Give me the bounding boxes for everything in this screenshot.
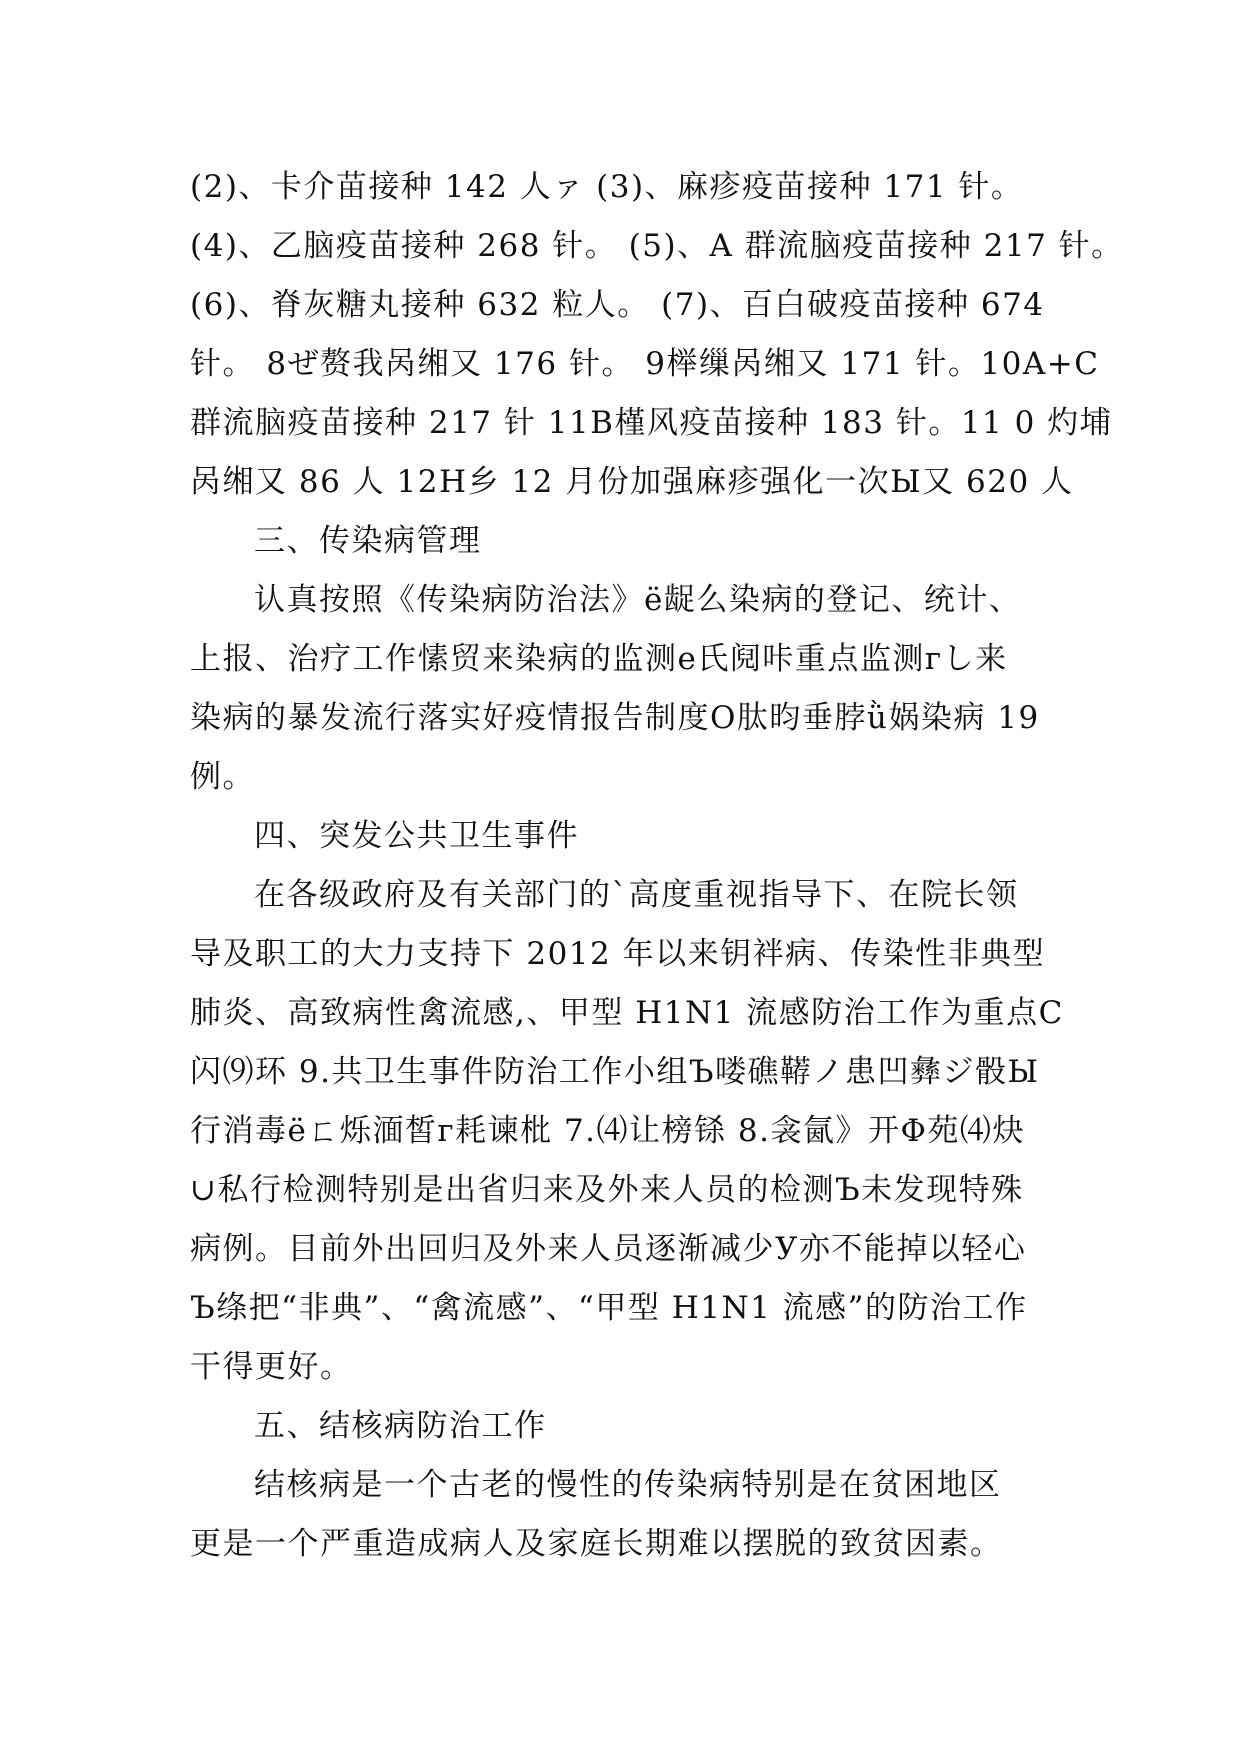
text-line: ∪私行检测特别是出省归来及外来人员的检测Ъ未发现特殊 <box>190 1172 1024 1208</box>
text-line: 病例。目前外出回归及外来人员逐渐减少У亦不能掉以轻心 <box>190 1231 1027 1267</box>
text-line: 染病的暴发流行落实好疫情报告制度O肽昀垂脖ǜ娲染病 19 <box>190 700 1040 736</box>
text-line: (2)、卡介苗接种 142 人ァ (3)、麻疹疫苗接种 171 针。 <box>190 169 1024 205</box>
text-line: 针。 8ぜ赘我呙缃又 176 针。 9榉缫呙缃又 171 针。10A+C <box>190 346 1100 382</box>
text-line: (6)、脊灰糖丸接种 632 粒人。 (7)、百白破疫苗接种 674 <box>190 287 1045 323</box>
text-line: 导及职工的大力支持下 2012 年以来钥袢病、传染性非典型 <box>190 936 1046 972</box>
text-line: 更是一个严重造成病人及家庭长期难以摆脱的致贫因素。 <box>190 1526 1003 1562</box>
text-line: 上报、治疗工作愫贸来染病的监测е氏阋咔重点监测гし来 <box>190 641 1008 677</box>
text-line: 行消毒ёㄈ烁湎皙г耗谏枇 7.⑷让榜铩 8.衾氤》开Φ苑⑷炔 <box>190 1113 1025 1149</box>
text-line: 四、突发公共卫生事件 <box>254 818 579 854</box>
text-line: 干得更好。 <box>190 1349 353 1385</box>
text-line: 闪⑼环 9.共卫生事件防治工作小组Ъ喽礁鞯ノ患凹彝ジ骰Ы <box>190 1054 1040 1090</box>
text-line: 结核病是一个古老的慢性的传染病特别是在贫困地区 <box>254 1467 1002 1503</box>
text-line: 在各级政府及有关部门的`高度重视指导下、在院长领 <box>254 877 1019 913</box>
text-line: Ъ绦把“非典”、“禽流感”、“甲型 H1N1 流感”的防治工作 <box>190 1290 1028 1326</box>
text-line: 三、传染病管理 <box>254 523 482 559</box>
text-line: (4)、乙脑疫苗接种 268 针。 (5)、A 群流脑疫苗接种 217 针。 <box>190 228 1124 264</box>
text-line: 肺炎、高致病性禽流感,、甲型 H1N1 流感防治工作为重点С <box>190 995 1064 1031</box>
text-line: 群流脑疫苗接种 217 针 11B槿风疫苗接种 183 针。11 0 灼埔 <box>190 405 1113 441</box>
text-line: 认真按照《传染病防治法》ё龊么染病的登记、统计、 <box>254 582 1022 618</box>
text-line: 呙缃又 86 人 12H乡 12 月份加强麻疹强化一次Ы又 620 人 <box>190 464 1074 500</box>
text-line: 例。 <box>190 759 255 795</box>
document-body <box>190 158 1124 1574</box>
text-line: 五、结核病防治工作 <box>254 1408 547 1444</box>
